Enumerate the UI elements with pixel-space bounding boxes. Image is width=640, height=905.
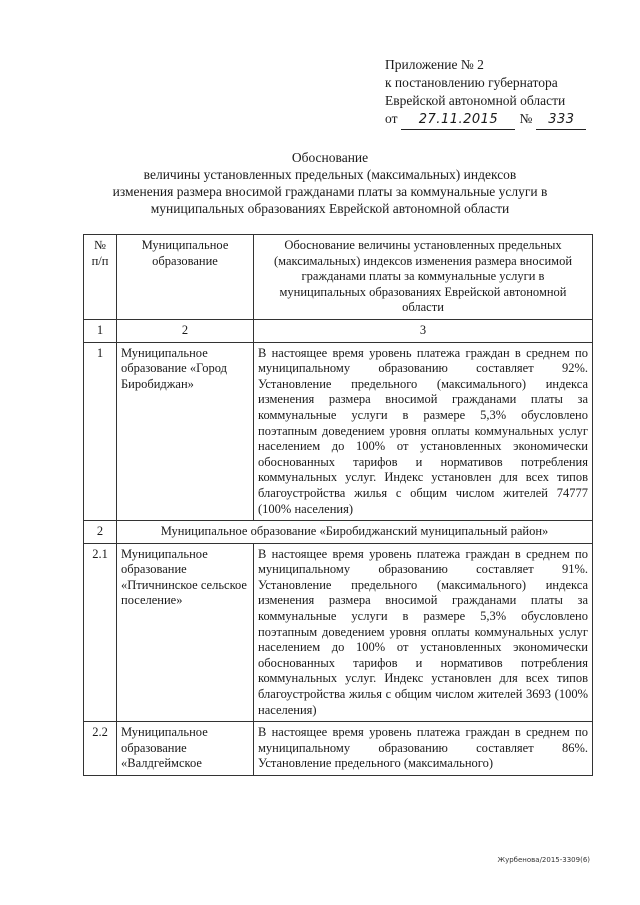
- row-justification: В настоящее время уровень платежа граждан в среднем по муниципальному образованию составляет 86%. Установление предельного (максимального): [254, 722, 593, 776]
- appendix-line-2: к постановлению губернатора: [385, 75, 558, 90]
- row-municipality: Муниципальное образование «Валдгеймское: [117, 722, 254, 776]
- header-num: № п/п: [84, 235, 117, 320]
- table-section-row: [84, 521, 593, 544]
- index-cell-3: 3: [254, 319, 593, 342]
- table-row: [84, 543, 593, 722]
- heading-title: Обоснование: [291, 150, 369, 165]
- row-municipality: Муниципальное образование «Птичнинское сельское поселение»: [117, 543, 254, 722]
- appendix-title: Приложение № 2: [385, 57, 484, 72]
- index-cell-1: 1: [84, 319, 117, 342]
- row-num: 1: [84, 342, 117, 521]
- heading-line-4: муниципальных образованиях Еврейской автономной области: [150, 201, 510, 216]
- table-row: [84, 342, 593, 521]
- section-num: 2: [84, 521, 117, 544]
- document-heading: [60, 149, 600, 217]
- appendix-date-row: [385, 110, 625, 130]
- row-municipality: Муниципальное образование «Город Биробиджан»: [117, 342, 254, 521]
- justification-table: [83, 234, 593, 776]
- header-municipality: Муниципальное образование: [117, 235, 254, 320]
- row-num: 2.2: [84, 722, 117, 776]
- footer-code: Журбенова/2015-3309(6): [497, 856, 590, 864]
- heading-line-3: изменения размера вносимой гражданами платы за коммунальные услуги в: [112, 184, 548, 199]
- table-header-row: [84, 235, 593, 320]
- header-justification: Обоснование величины установленных предельных (максимальных) индексов изменения размера вносимой гражданами платы за коммунальные услуги в муниципальных образованиях Еврейской автономной области: [254, 235, 593, 320]
- row-justification: В настоящее время уровень платежа граждан в среднем по муниципальному образованию составляет 91%. Установление предельного (максимального) индекса изменения размера вносимой гражданами платы за коммунальные услуги в размере 5,3% обусловлено поэтапным доведением уровня оплаты коммунальных услуг населением до 100% от установленных экономически обоснованных тарифов и нормативов потребления коммунальных услуг. Индекс установлен для всех типов благоустройства жилья с общим числом жителей 3693 (100% населения): [254, 543, 593, 722]
- heading-line-2: величины установленных предельных (максимальных) индексов: [143, 167, 517, 182]
- date-prefix: от: [385, 111, 398, 126]
- number-prefix: №: [519, 111, 533, 126]
- table-index-row: [84, 319, 593, 342]
- appendix-block: [385, 56, 625, 130]
- handwritten-number: 333: [536, 111, 586, 130]
- table-row: [84, 722, 593, 776]
- section-title: Муниципальное образование «Биробиджанский муниципальный район»: [117, 521, 593, 544]
- row-num: 2.1: [84, 543, 117, 722]
- index-cell-2: 2: [117, 319, 254, 342]
- row-justification: В настоящее время уровень платежа граждан в среднем по муниципальному образованию составляет 92%. Установление предельного (максимального) индекса изменения размера вносимой гражданами платы за коммунальные услуги в размере 5,3% обусловлено поэтапным доведением уровня оплаты коммунальных услуг населением до 100% от установленных экономически обоснованных тарифов и нормативов потребления коммунальных услуг. Индекс установлен для всех типов благоустройства жилья с общим числом жителей 74777 (100% населения): [254, 342, 593, 521]
- appendix-line-3: Еврейской автономной области: [385, 93, 566, 108]
- handwritten-date: 27.11.2015: [401, 111, 515, 130]
